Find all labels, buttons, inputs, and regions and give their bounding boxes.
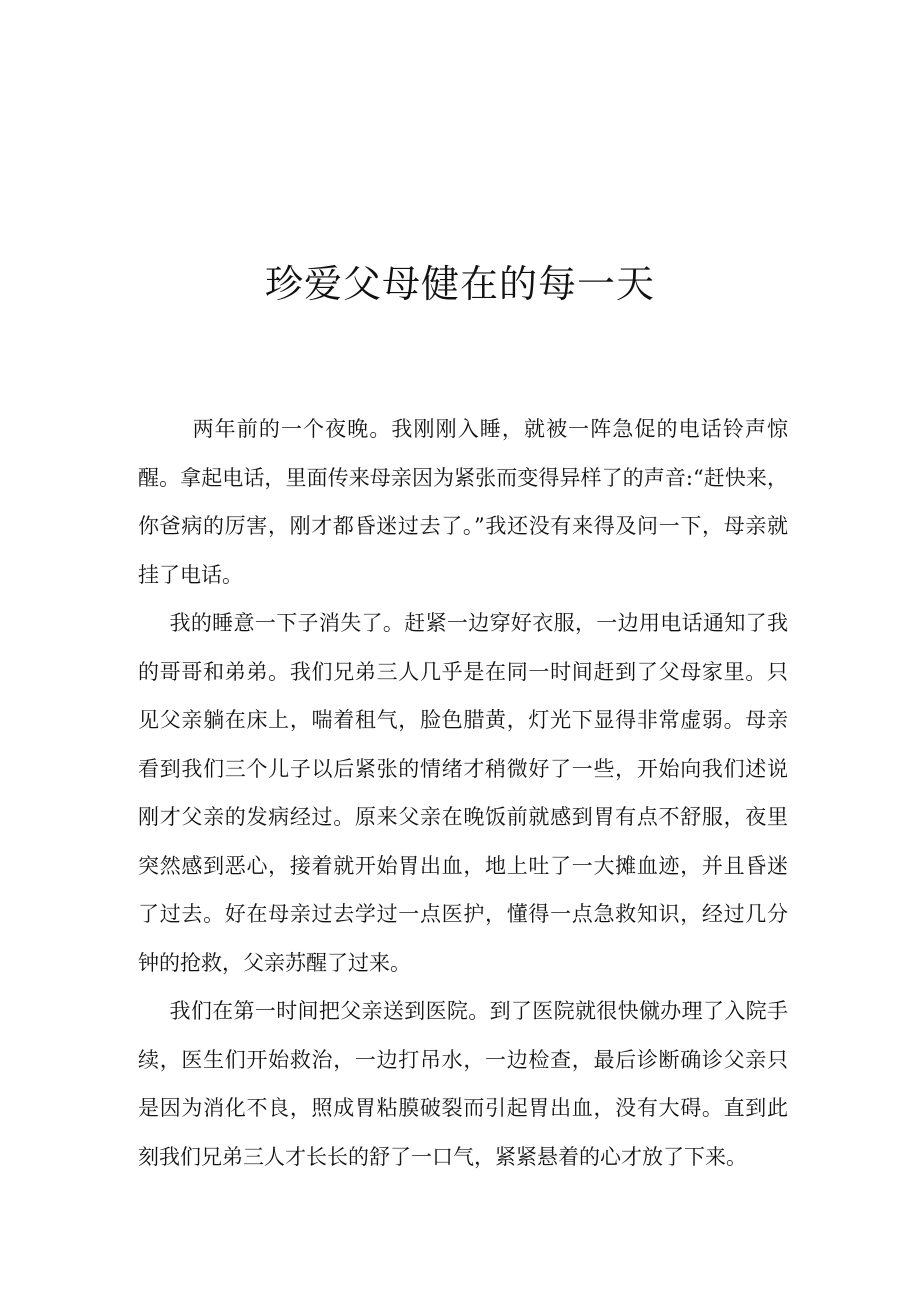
paragraph-3: 我们在第一时间把父亲送到医院。到了医院就很快僦办理了入院手续，医生们开始救治，一边打吊水，一边检查，最后诊断确诊父亲只是因为消化不良，照成胃粘膜破裂而引起胃出血，没有大碍。直到此刻我们兄弟三人才长长的舒了一口气，紧紧悬着的心才放了下来。	[138, 999, 788, 1169]
paragraph-1: 两年前的一个夜晚。我刚刚入睡，就被一阵急促的电话铃声惊醒。拿起电话，里面传来母亲因为紧张而变得异样了的声音:“赶快来，你爸病的厉害，刚才都昏迷过去了。”我还没有来得及问一下，母亲就挂了电话。	[138, 417, 788, 587]
document-title: 珍爱父母健在的每一天	[264, 262, 655, 306]
document-body	[138, 405, 788, 1181]
paragraph-2: 我的睡意一下子消失了。赶紧一边穿好衣服，一边用电话通知了我的哥哥和弟弟。我们兄弟三人几乎是在同一时间赶到了父母家里。只见父亲躺在床上，喘着租气，脸色腊黄，灯光下显得非常虚弱。母亲看到我们三个儿子以后紧张的情绪才稍微好了一些，开始向我们述说刚才父亲的发病经过。原来父亲在晚饭前就感到胃有点不舒服，夜里突然感到恶心，接着就开始胃出血，地上吐了一大摊血迹，并且昏迷了过去。好在母亲过去学过一点医护，懂得一点急救知识，经过几分钟的抢救，父亲苏醒了过来。	[138, 611, 788, 975]
